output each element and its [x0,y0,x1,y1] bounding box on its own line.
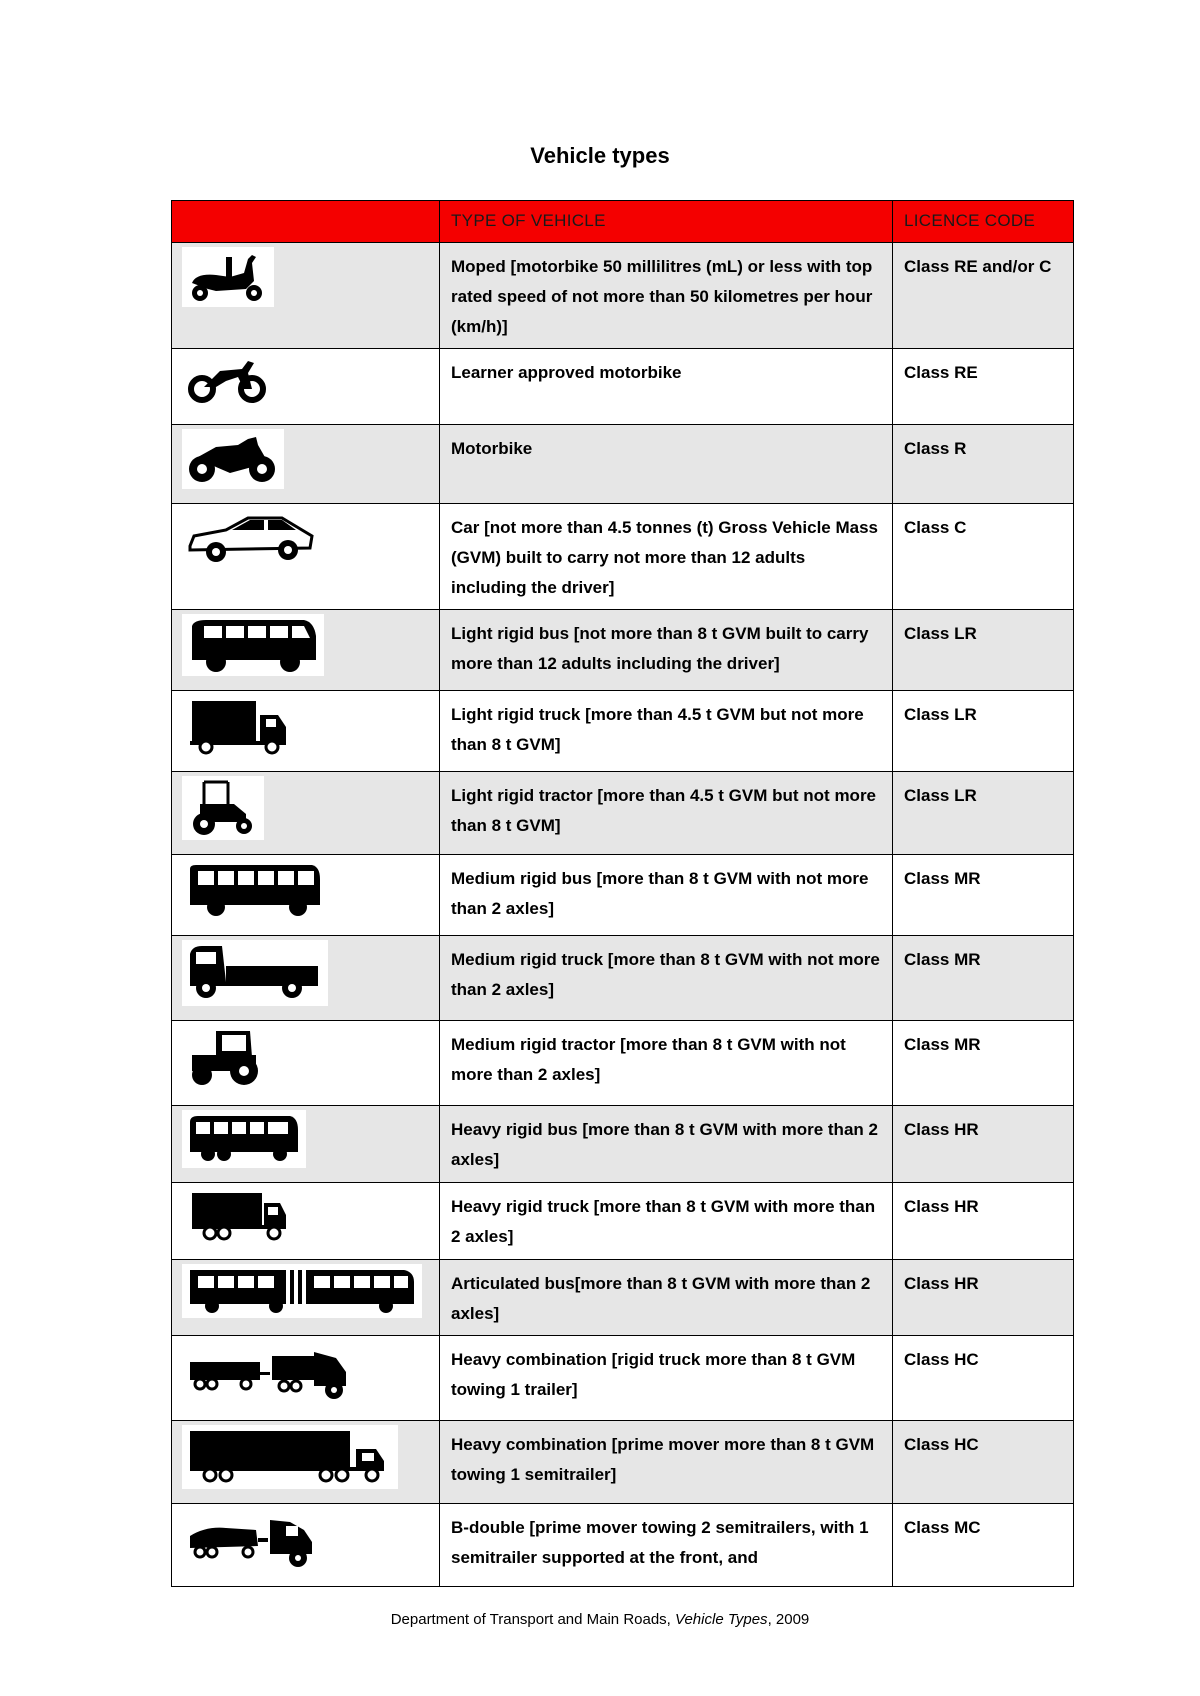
light-truck-icon [182,695,294,757]
vehicle-type: Light rigid tractor [more than 4.5 t GVM but not more than 8 t GVM] [440,772,893,855]
vehicle-type: Moped [motorbike 50 millilitres (mL) or less with top rated speed of not more than 50 kilometres per hour (km/h)] [440,243,893,349]
truck-trailer-icon [182,1340,354,1406]
licence-code: Class MR [893,936,1074,1021]
table-row [172,349,1074,425]
vehicle-type: Medium rigid truck [more than 8 t GVM with not more than 2 axles] [440,936,893,1021]
vehicle-type: Light rigid truck [more than 4.5 t GVM but not more than 8 t GVM] [440,691,893,772]
licence-code: Class LR [893,610,1074,691]
table-row [172,1260,1074,1336]
heavy-truck-icon [182,1187,294,1245]
licence-code: Class HC [893,1421,1074,1504]
licence-code: Class HR [893,1183,1074,1260]
vehicle-type: Heavy rigid truck [more than 8 t GVM with more than 2 axles] [440,1183,893,1260]
page-footer [0,1611,1200,1628]
vehicle-type: B-double [prime mover towing 2 semitrailers, with 1 semitrailer supported at the front, and [440,1504,893,1587]
licence-code: Class RE [893,349,1074,425]
light-tractor-icon [182,776,264,840]
semitrailer-icon [182,1425,398,1489]
table-row [172,936,1074,1021]
vehicle-type: Light rigid bus [not more than 8 t GVM built to carry more than 12 adults including the driver] [440,610,893,691]
licence-code: Class LR [893,691,1074,772]
medium-bus-icon [182,859,328,921]
vehicle-type: Heavy combination [prime mover more than 8 t GVM towing 1 semitrailer] [440,1421,893,1504]
table-header-row [172,201,1074,243]
table-row [172,772,1074,855]
footer-prefix: Department of Transport and Main Roads, [390,1611,676,1628]
licence-code: Class C [893,504,1074,610]
vehicle-type: Medium rigid tractor [more than 8 t GVM with not more than 2 axles] [440,1021,893,1106]
table-row [172,1106,1074,1183]
motorbike-icon [182,429,284,489]
vehicle-types-table [171,200,1074,1587]
table-row [172,425,1074,504]
licence-code: Class MR [893,1021,1074,1106]
licence-code: Class HR [893,1106,1074,1183]
vehicle-type: Heavy combination [rigid truck more than 8 t GVM towing 1 trailer] [440,1336,893,1421]
moped-icon [182,247,274,307]
licence-code: Class MC [893,1504,1074,1587]
vehicle-type: Car [not more than 4.5 tonnes (t) Gross Vehicle Mass (GVM) built to carry not more than 12 adults including the driver] [440,504,893,610]
licence-code: Class LR [893,772,1074,855]
table-row [172,610,1074,691]
page-title: Vehicle types [530,143,670,168]
footer-suffix: , 2009 [767,1611,810,1628]
table-row [172,1504,1074,1587]
header-licence-code: LICENCE CODE [893,201,1074,243]
car-icon [182,508,320,568]
footer-italic: Vehicle Types [675,1611,768,1628]
vehicle-type: Medium rigid bus [more than 8 t GVM with not more than 2 axles] [440,855,893,936]
licence-code: Class R [893,425,1074,504]
table-row [172,1421,1074,1504]
header-type-of-vehicle: TYPE OF VEHICLE [440,201,893,243]
heavy-bus-icon [182,1110,306,1168]
vehicle-type: Articulated bus[more than 8 t GVM with more than 2 axles] [440,1260,893,1336]
medium-truck-icon [182,940,328,1006]
vehicle-type: Learner approved motorbike [440,349,893,425]
light-bus-icon [182,614,324,676]
licence-code: Class RE and/or C [893,243,1074,349]
table-row [172,1021,1074,1106]
learner-motorbike-icon [182,353,274,407]
articulated-bus-icon [182,1264,422,1318]
licence-code: Class HC [893,1336,1074,1421]
medium-tractor-icon [182,1025,268,1091]
licence-code: Class HR [893,1260,1074,1336]
licence-code: Class MR [893,855,1074,936]
header-picture [172,201,440,243]
table-row [172,1336,1074,1421]
table-row [172,504,1074,610]
vehicle-type: Motorbike [440,425,893,504]
table-row [172,1183,1074,1260]
table-row [172,855,1074,936]
table-row [172,243,1074,349]
table-row [172,691,1074,772]
b-double-icon [182,1508,320,1572]
vehicle-type: Heavy rigid bus [more than 8 t GVM with more than 2 axles] [440,1106,893,1183]
